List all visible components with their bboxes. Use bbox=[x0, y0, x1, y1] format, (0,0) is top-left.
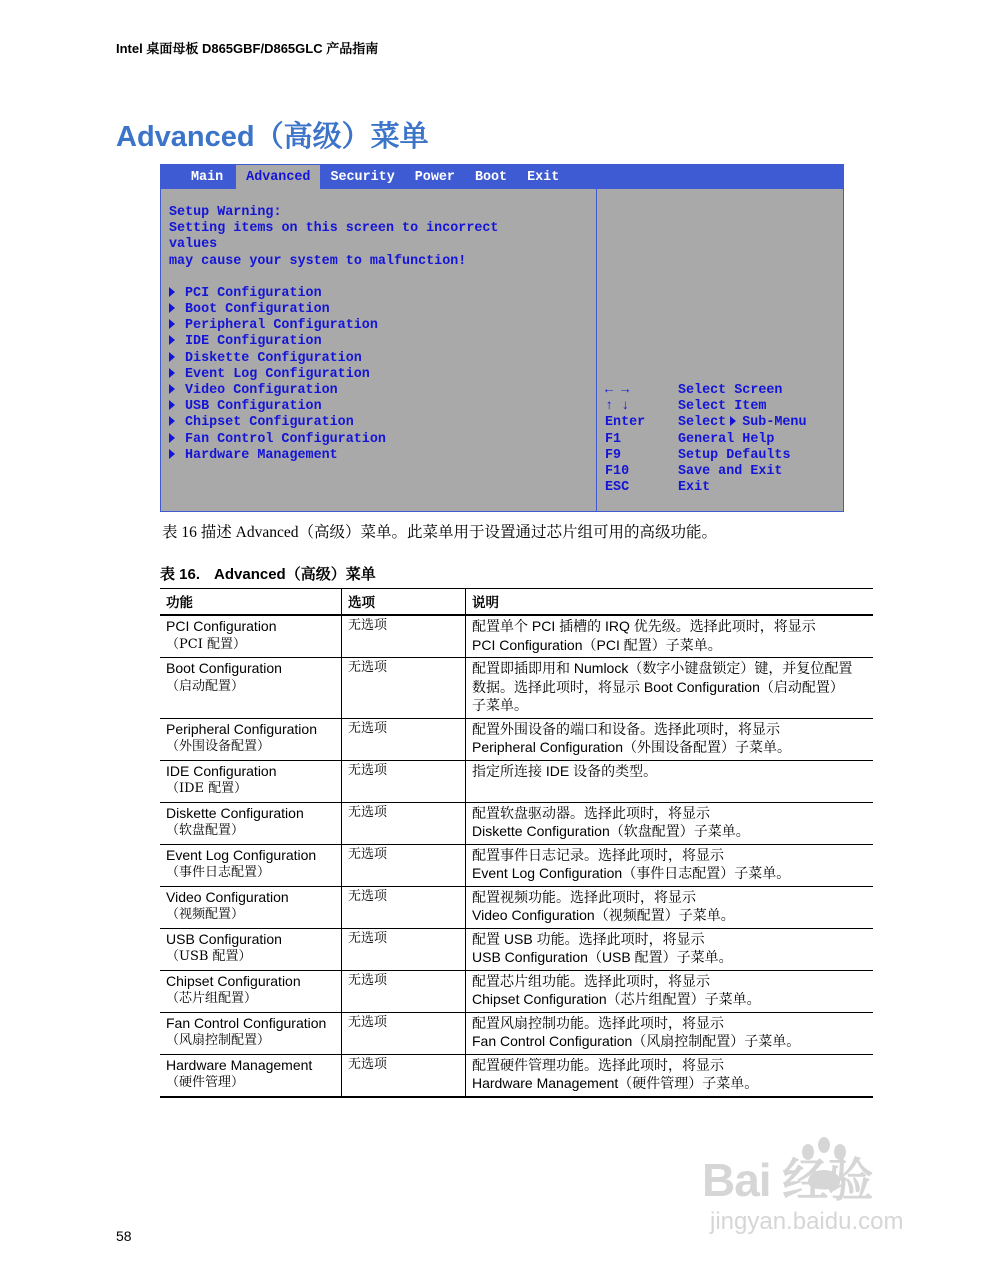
feature-name-cn: （硬件管理） bbox=[166, 1075, 245, 1090]
bios-submenu-item[interactable] bbox=[169, 351, 595, 367]
bios-submenu-item[interactable] bbox=[169, 432, 595, 448]
key-help-desc-pre: Select bbox=[678, 415, 727, 431]
description-line: 配置单个 PCI 插槽的 IRQ 优先级。选择此项时，将显示 bbox=[472, 618, 816, 634]
bios-submenu-label: Event Log Configuration bbox=[185, 366, 370, 382]
bios-tab-bar bbox=[161, 165, 843, 189]
option-cell: 无选项 bbox=[342, 886, 466, 928]
submenu-arrow-icon bbox=[169, 400, 175, 410]
watermark-url: jingyan.baidu.com bbox=[710, 1208, 904, 1235]
bios-tab-main[interactable]: Main bbox=[191, 170, 224, 185]
option-cell: 无选项 bbox=[342, 1012, 466, 1054]
description-cell bbox=[466, 1012, 874, 1054]
description-cell bbox=[466, 802, 874, 844]
key-help-key: F9 bbox=[605, 447, 622, 463]
bios-submenu-label: Chipset Configuration bbox=[185, 415, 354, 431]
bios-submenu-item[interactable] bbox=[169, 383, 595, 399]
table-row bbox=[160, 615, 873, 658]
key-help-key: F1 bbox=[605, 431, 622, 447]
bios-submenu-label: Video Configuration bbox=[185, 383, 338, 399]
submenu-arrow-icon bbox=[169, 416, 175, 426]
description-line: 配置 USB 功能。选择此项时，将显示 bbox=[472, 930, 705, 947]
submenu-arrow-icon bbox=[169, 287, 175, 297]
bios-submenu-item[interactable] bbox=[169, 286, 595, 302]
submenu-arrow-icon bbox=[169, 319, 175, 329]
description-cell bbox=[466, 1054, 874, 1097]
baidu-jingyan-watermark bbox=[702, 1136, 932, 1246]
table-row bbox=[160, 802, 873, 844]
setup-warning-line: Setup Warning: bbox=[169, 205, 282, 220]
bios-tab-security[interactable]: Security bbox=[330, 170, 395, 185]
description-cell bbox=[466, 615, 874, 658]
feature-cell bbox=[160, 844, 342, 886]
bios-submenu-label: IDE Configuration bbox=[185, 334, 322, 350]
bios-tab-advanced[interactable]: Advanced bbox=[236, 165, 320, 189]
description-line: USB Configuration（USB 配置）子菜单。 bbox=[472, 949, 733, 965]
feature-cell bbox=[160, 658, 342, 719]
bios-submenu-item[interactable] bbox=[169, 399, 595, 415]
feature-cell bbox=[160, 928, 342, 970]
table-row bbox=[160, 928, 873, 970]
key-help-row bbox=[605, 383, 807, 399]
feature-name-cn: （PCI 配置） bbox=[166, 636, 246, 652]
feature-cell bbox=[160, 760, 342, 802]
description-line: Video Configuration（视频配置）子菜单。 bbox=[472, 907, 735, 923]
description-cell bbox=[466, 970, 874, 1012]
feature-name-cn: （芯片组配置） bbox=[166, 991, 258, 1006]
feature-name-cn: （视频配置） bbox=[166, 907, 245, 922]
table-row bbox=[160, 970, 873, 1012]
description-cell bbox=[466, 718, 874, 760]
table-row bbox=[160, 844, 873, 886]
key-help-desc: Select Item bbox=[678, 399, 767, 415]
description-line: Event Log Configuration（事件日志配置）子菜单。 bbox=[472, 865, 791, 881]
submenu-arrow-icon bbox=[169, 433, 175, 443]
bios-submenu-label: USB Configuration bbox=[185, 399, 322, 415]
description-line: 配置风扇控制功能。选择此项时，将显示 bbox=[472, 1014, 724, 1031]
intro-paragraph: 表 16 描述 Advanced（高级）菜单。此菜单用于设置通过芯片组可用的高级功能。 bbox=[162, 524, 717, 541]
page-number: 58 bbox=[116, 1228, 132, 1244]
bios-screen bbox=[160, 164, 844, 512]
feature-cell bbox=[160, 1012, 342, 1054]
description-line: 配置视频功能。选择此项时，将显示 bbox=[472, 888, 696, 905]
key-help-desc: Save and Exit bbox=[678, 464, 783, 480]
option-cell: 无选项 bbox=[342, 1054, 466, 1097]
table-row bbox=[160, 658, 873, 719]
feature-name: IDE Configuration bbox=[166, 762, 277, 779]
feature-cell bbox=[160, 970, 342, 1012]
table-row bbox=[160, 1012, 873, 1054]
header-feature: 功能 bbox=[160, 589, 342, 616]
feature-name: Peripheral Configuration bbox=[166, 720, 317, 737]
description-line: Hardware Management（硬件管理）子菜单。 bbox=[472, 1075, 759, 1091]
description-line: Fan Control Configuration（风扇控制配置）子菜单。 bbox=[472, 1033, 801, 1049]
feature-cell bbox=[160, 615, 342, 658]
bios-key-help bbox=[605, 383, 807, 496]
key-help-desc: General Help bbox=[678, 431, 775, 447]
feature-name-cn: （外围设备配置） bbox=[166, 739, 271, 754]
submenu-arrow-icon bbox=[169, 303, 175, 313]
submenu-arrow-icon bbox=[730, 416, 736, 426]
setup-warning bbox=[169, 205, 595, 270]
feature-name: Chipset Configuration bbox=[166, 972, 301, 989]
description-cell bbox=[466, 760, 874, 802]
feature-name-cn: （事件日志配置） bbox=[166, 865, 271, 880]
watermark-brand: Bai 经验 bbox=[702, 1154, 873, 1206]
section-title: Advanced（高级）菜单 bbox=[116, 121, 429, 153]
header-option: 选项 bbox=[342, 589, 466, 616]
option-cell: 无选项 bbox=[342, 615, 466, 658]
feature-name: Video Configuration bbox=[166, 888, 289, 905]
feature-cell bbox=[160, 1054, 342, 1097]
key-help-row bbox=[605, 480, 807, 496]
submenu-arrow-icon bbox=[169, 449, 175, 459]
key-help-row bbox=[605, 432, 807, 448]
bios-tab-power[interactable]: Power bbox=[414, 170, 455, 185]
key-help-desc: Exit bbox=[678, 480, 711, 496]
key-help-key: Enter bbox=[605, 415, 646, 431]
bios-submenu-list bbox=[169, 286, 595, 464]
description-line: 配置即插即用和 Numlock（数字小键盘锁定）键，并复位配置 bbox=[472, 660, 853, 676]
description-cell bbox=[466, 886, 874, 928]
feature-cell bbox=[160, 718, 342, 760]
description-line: Chipset Configuration（芯片组配置）子菜单。 bbox=[472, 991, 761, 1007]
description-line: 指定所连接 IDE 设备的类型。 bbox=[472, 762, 658, 779]
description-line: 子菜单。 bbox=[472, 697, 528, 713]
key-help-key: F10 bbox=[605, 464, 630, 480]
setup-warning-line: Setting items on this screen to incorrect bbox=[169, 221, 499, 237]
bios-tab-boot[interactable]: Boot bbox=[474, 170, 508, 185]
bios-panel-divider bbox=[596, 189, 597, 511]
bios-submenu-item[interactable] bbox=[169, 367, 595, 383]
key-help-row bbox=[605, 415, 807, 431]
feature-name: Hardware Management bbox=[166, 1056, 313, 1073]
description-line: 数据。选择此项时，将显示 Boot Configuration（启动配置） bbox=[472, 678, 844, 695]
bios-submenu-label: Peripheral Configuration bbox=[185, 318, 378, 334]
feature-cell bbox=[160, 802, 342, 844]
bios-submenu-label: Boot Configuration bbox=[185, 302, 330, 318]
feature-name: Diskette Configuration bbox=[166, 804, 304, 821]
table-caption bbox=[160, 563, 376, 584]
feature-name: Event Log Configuration bbox=[166, 846, 317, 863]
key-help-desc bbox=[678, 415, 807, 431]
feature-name-cn: （启动配置） bbox=[166, 678, 245, 694]
description-line: 配置芯片组功能。选择此项时，将显示 bbox=[472, 972, 710, 989]
key-help-key: ↑ ↓ bbox=[605, 399, 630, 415]
feature-name: PCI Configuration bbox=[166, 618, 277, 634]
running-header: Intel 桌面母板 D865GBF/D865GLC 产品指南 bbox=[116, 41, 379, 56]
bios-submenu-label: Hardware Management bbox=[185, 447, 338, 463]
table-row bbox=[160, 1054, 873, 1097]
submenu-arrow-icon bbox=[169, 352, 175, 362]
header-description: 说明 bbox=[466, 589, 874, 616]
feature-name-cn: （软盘配置） bbox=[166, 823, 245, 838]
description-line: 配置硬件管理功能。选择此项时，将显示 bbox=[472, 1056, 724, 1073]
bios-submenu-item[interactable] bbox=[169, 334, 595, 350]
option-cell: 无选项 bbox=[342, 844, 466, 886]
description-cell bbox=[466, 928, 874, 970]
description-line: PCI Configuration（PCI 配置）子菜单。 bbox=[472, 636, 722, 653]
table-caption-number: 表 16. bbox=[160, 566, 201, 583]
description-line: 配置软盘驱动器。选择此项时，将显示 bbox=[472, 804, 710, 821]
table-caption-text: Advanced（高级）菜单 bbox=[214, 566, 376, 583]
description-line: 配置外围设备的端口和设备。选择此项时，将显示 bbox=[472, 720, 780, 737]
option-cell: 无选项 bbox=[342, 658, 466, 719]
bios-submenu-item[interactable] bbox=[169, 415, 595, 431]
setup-warning-line: may cause your system to malfunction! bbox=[169, 253, 467, 269]
table-row bbox=[160, 760, 873, 802]
bios-submenu-label: Fan Control Configuration bbox=[185, 431, 386, 447]
description-line: Diskette Configuration（软盘配置）子菜单。 bbox=[472, 823, 750, 839]
advanced-menu-table bbox=[160, 588, 873, 1098]
description-cell bbox=[466, 844, 874, 886]
feature-name: Boot Configuration bbox=[166, 660, 282, 676]
description-line: Peripheral Configuration（外围设备配置）子菜单。 bbox=[472, 739, 791, 755]
feature-name: Fan Control Configuration bbox=[166, 1014, 327, 1031]
option-cell: 无选项 bbox=[342, 970, 466, 1012]
key-help-row bbox=[605, 464, 807, 480]
setup-warning-line: values bbox=[169, 237, 218, 253]
key-help-row bbox=[605, 399, 807, 415]
feature-name-cn: （IDE 配置） bbox=[166, 781, 248, 796]
bios-submenu-label: PCI Configuration bbox=[185, 285, 322, 301]
bios-tab-exit[interactable]: Exit bbox=[527, 170, 560, 185]
description-cell bbox=[466, 658, 874, 719]
table-header-row bbox=[160, 589, 873, 616]
feature-name-cn: （风扇控制配置） bbox=[166, 1033, 271, 1048]
option-cell: 无选项 bbox=[342, 802, 466, 844]
option-cell: 无选项 bbox=[342, 718, 466, 760]
feature-cell bbox=[160, 886, 342, 928]
feature-name-cn: （USB 配置） bbox=[166, 949, 252, 964]
feature-name: USB Configuration bbox=[166, 930, 282, 947]
key-help-key: ESC bbox=[605, 480, 630, 496]
option-cell: 无选项 bbox=[342, 760, 466, 802]
key-help-desc: Setup Defaults bbox=[678, 447, 791, 463]
bios-submenu-label: Diskette Configuration bbox=[185, 350, 362, 366]
key-help-desc-post: Sub-Menu bbox=[742, 415, 807, 431]
table-row bbox=[160, 886, 873, 928]
key-help-key: ← → bbox=[605, 383, 630, 398]
bios-main-panel bbox=[169, 205, 595, 464]
bios-submenu-item[interactable] bbox=[169, 448, 595, 464]
submenu-arrow-icon bbox=[169, 368, 175, 378]
key-help-row bbox=[605, 448, 807, 464]
bios-submenu-item[interactable] bbox=[169, 302, 595, 318]
bios-submenu-item[interactable] bbox=[169, 318, 595, 334]
table-row bbox=[160, 718, 873, 760]
key-help-desc: Select Screen bbox=[678, 383, 783, 398]
submenu-arrow-icon bbox=[169, 384, 175, 394]
option-cell: 无选项 bbox=[342, 928, 466, 970]
description-line: 配置事件日志记录。选择此项时，将显示 bbox=[472, 846, 724, 863]
submenu-arrow-icon bbox=[169, 335, 175, 345]
